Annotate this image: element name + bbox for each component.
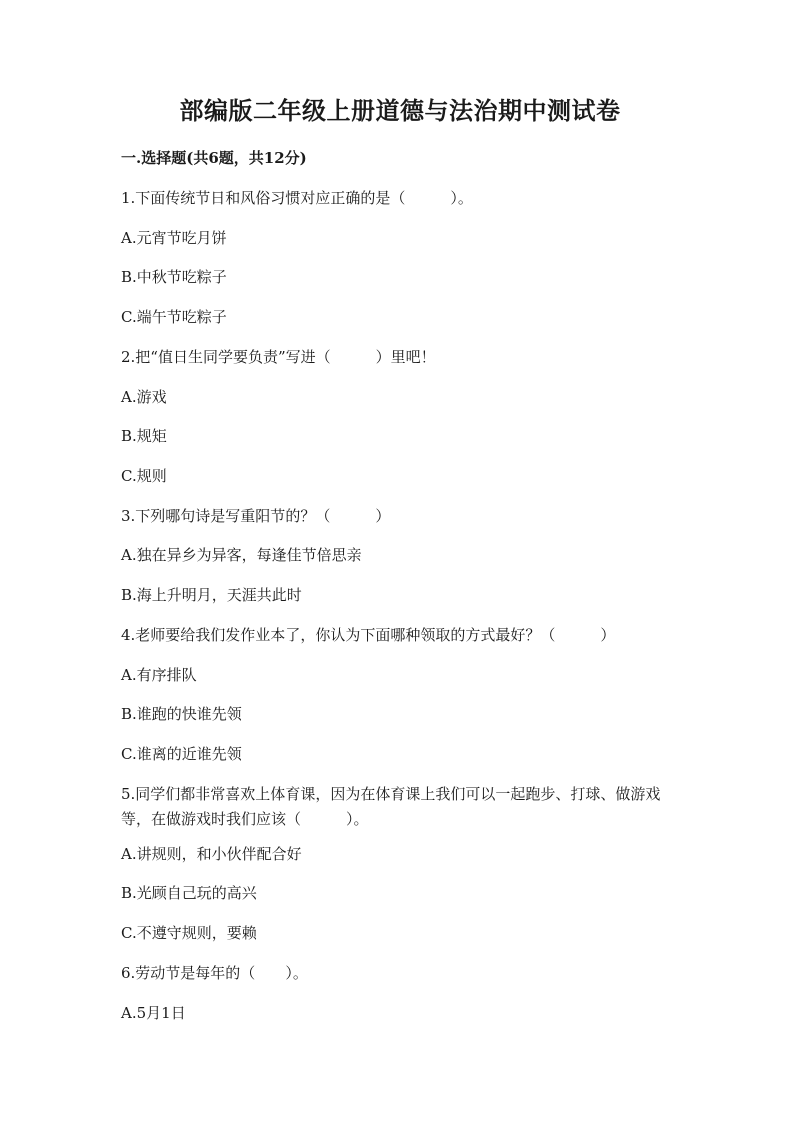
question-4-stem: 4.老师要给我们发作业本了，你认为下面哪种领取的方式最好？（ ）	[121, 626, 616, 644]
question-1-option-c: C.端午节吃粽子	[121, 308, 227, 326]
question-5-option-b: B.光顾自己玩的高兴	[121, 884, 257, 902]
question-3-option-a: A.独在异乡为异客，每逢佳节倍思亲	[121, 546, 362, 564]
question-3-stem: 3.下列哪句诗是写重阳节的？（ ）	[121, 507, 391, 525]
question-6-stem: 6.劳动节是每年的（ ）。	[121, 964, 308, 982]
question-2-option-b: B.规矩	[121, 427, 167, 445]
question-1-option-b: B.中秋节吃粽子	[121, 268, 227, 286]
question-2-option-c: C.规则	[121, 467, 167, 485]
question-1-option-a: A.元宵节吃月饼	[121, 229, 227, 247]
question-5-stem: 5.同学们都非常喜欢上体育课，因为在体育课上我们可以一起跑步、打球、做游戏等，在做游戏时我们应该（ ）。	[121, 785, 661, 828]
question-4-option-a: A.有序排队	[121, 666, 197, 684]
question-1-stem: 1.下面传统节日和风俗习惯对应正确的是（ ）。	[121, 189, 473, 207]
question-4-option-c: C.谁离的近谁先领	[121, 745, 242, 763]
exam-title: 部编版二年级上册道德与法治期中测试卷	[179, 96, 621, 125]
question-6-option-a: A.5月1日	[121, 1004, 186, 1022]
question-2-option-a: A.游戏	[121, 388, 167, 406]
section-heading: 一.选择题(共6题，共12分)	[121, 149, 307, 167]
question-3-option-b: B.海上升明月，天涯共此时	[121, 586, 302, 604]
question-4-option-b: B.谁跑的快谁先领	[121, 705, 242, 723]
question-5-option-a: A.讲规则，和小伙伴配合好	[121, 845, 302, 863]
question-2-stem: 2.把“值日生同学要负责”写进（ ）里吧！	[121, 348, 436, 366]
question-5-option-c: C.不遵守规则，要赖	[121, 924, 257, 942]
